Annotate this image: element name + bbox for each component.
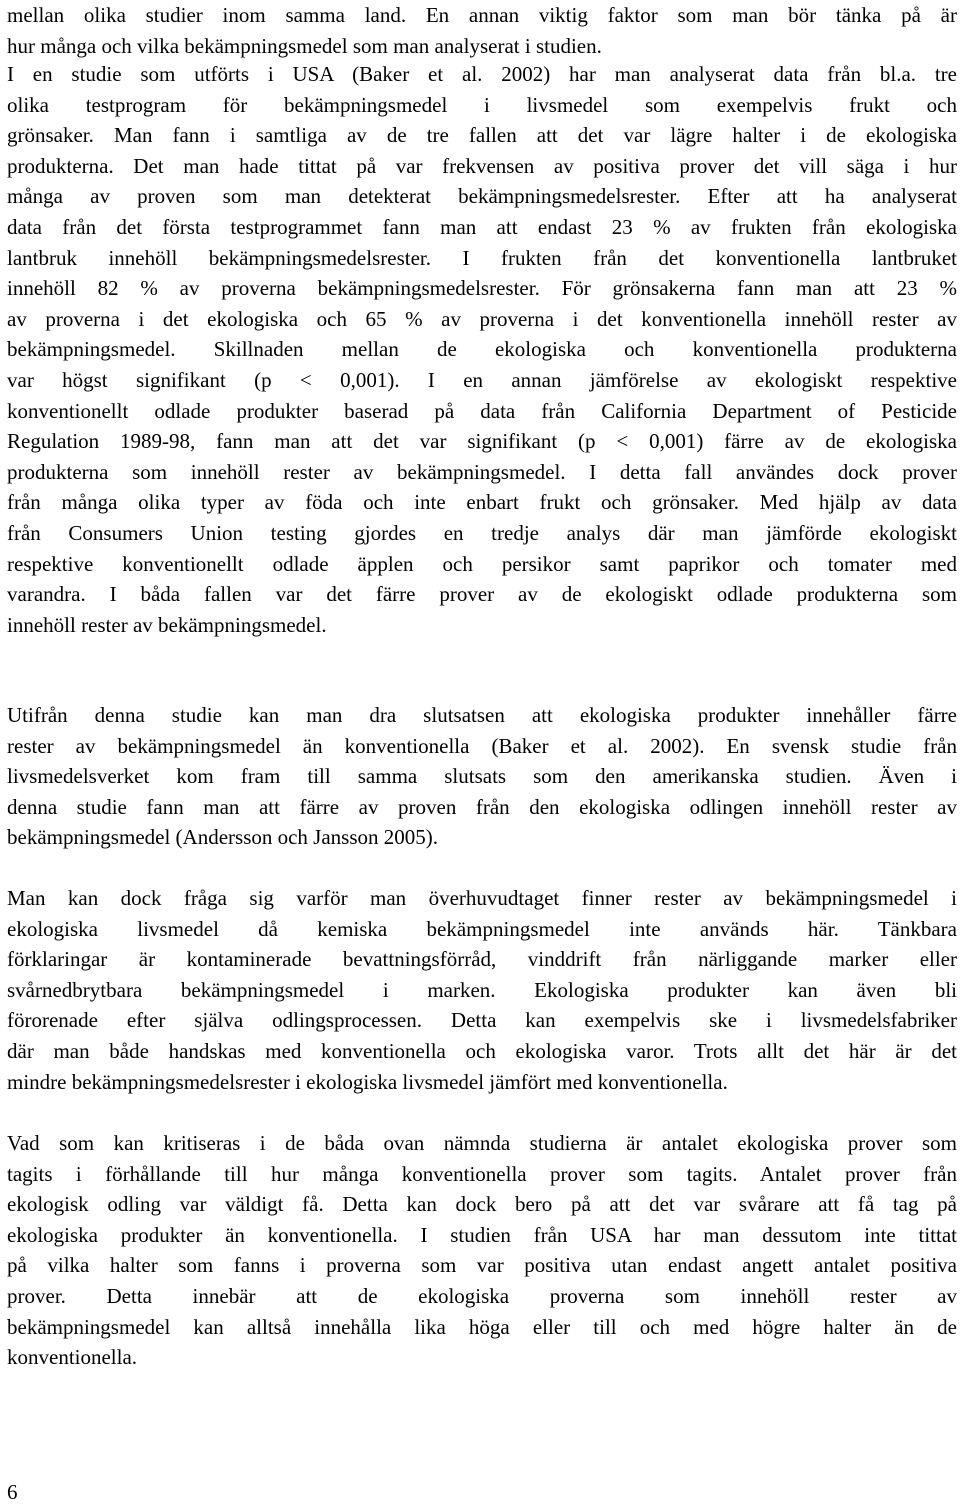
text-line: var högst signifikant (p < 0,001). I en annan jämförelse av ekologiskt respektive [7,367,957,392]
text-line: produkterna som innehöll rester av bekämpningsmedel. I detta fall användes dock prover [7,459,957,484]
text-line: prover. Detta innebär att de ekologiska proverna som innehöll rester av [7,1283,957,1308]
text-line: grönsaker. Man fann i samtliga av de tre fallen att det var lägre halter i de ekologiska [7,123,957,148]
text-line: rester av bekämpningsmedel än konventionella (Baker et al. 2002). En svensk studie från [7,733,957,758]
text-line: svårnedbrytbara bekämpningsmedel i marken. Ekologiska produkter kan även bli [7,977,957,1002]
text-line: olika testprogram för bekämpningsmedel i livsmedel som exempelvis frukt och [7,92,957,117]
text-line: hur många och vilka bekämpningsmedel som man analyserat i studien. [7,33,602,58]
text-line: ekologiska livsmedel då kemiska bekämpningsmedel inte används här. Tänkbara [7,916,957,941]
paragraph-5 [7,1128,957,1373]
text-line: Utifrån denna studie kan man dra slutsatsen att ekologiska produkter innehåller färre [7,703,957,727]
text-line: bekämpningsmedel kan alltså innehålla lika höga eller till och med högre halter än de [7,1314,957,1339]
text-line: ekologisk odling var väldigt få. Detta kan dock bero på att det var svårare att få tag på [7,1192,957,1217]
text-line: Regulation 1989-98, fann man att det var signifikant (p < 0,001) färre av de ekologiska [7,429,957,454]
text-line: varandra. I båda fallen var det färre prover av de ekologiskt odlade produkterna som [7,582,957,607]
text-line: produkterna. Det man hade tittat på var frekvensen av positiva prover det vill säga i hur [7,153,957,178]
text-line: förorenade efter själva odlingsprocessen. Detta kan exempelvis ske i livsmedelsfabriker [7,1008,957,1033]
page-number: 6 [7,1480,18,1504]
text-line: respektive konventionellt odlade äpplen och persikor samt paprikor och tomater med [7,551,957,576]
text-line: på vilka halter som fanns i proverna som var positiva utan endast angett antalet positiva [7,1253,957,1278]
text-line: bekämpningsmedel (Andersson och Jansson 2005). [7,825,439,850]
text-line: av proverna i det ekologiska och 65 % av proverna i det konventionella innehöll rester av [7,306,957,331]
text-line: innehöll 82 % av proverna bekämpningsmedelsrester. För grönsakerna fann man att 23 % [7,276,957,301]
text-line: innehöll rester av bekämpningsmedel. [7,612,327,637]
paragraph-3 [7,700,957,853]
text-line: konventionella. [7,1345,138,1370]
text-line: lantbruk innehöll bekämpningsmedelsrester. I frukten från det konventionella lantbruket [7,245,957,270]
text-line: Vad som kan kritiseras i de båda ovan nämnda studierna är antalet ekologiska prover som [7,1131,957,1155]
paragraph-1 [7,0,957,61]
text-line: I en studie som utförts i USA (Baker et al. 2002) har man analyserat data från bl.a. tre [7,62,957,86]
text-line: från Consumers Union testing gjordes en tredje analys där man jämförde ekologiskt [7,520,957,545]
paragraph-2 [7,59,957,640]
text-line: från många olika typer av föda och inte enbart frukt och grönsaker. Med hjälp av data [7,490,957,515]
text-line: förklaringar är kontaminerade bevattningsförråd, vinddrift från närliggande marker eller [7,947,957,972]
text-line: tagits i förhållande till hur många konventionella prover som tagits. Antalet prover från [7,1161,957,1186]
text-line: livsmedelsverket kom fram till samma slutsats som den amerikanska studien. Även i [7,764,957,789]
text-line: ekologiska produkter än konventionella. I studien från USA har man dessutom inte tittat [7,1222,957,1247]
text-line: bekämpningsmedel. Skillnaden mellan de ekologiska och konventionella produkterna [7,337,957,362]
text-line: mellan olika studier inom samma land. En annan viktig faktor som man bör tänka på är [7,3,957,27]
text-line: där man både handskas med konventionella och ekologiska varor. Trots allt det här är det [7,1038,957,1063]
text-line: Man kan dock fråga sig varför man överhuvudtaget finner rester av bekämpningsmedel i [7,886,957,910]
text-line: denna studie fann man att färre av proven från den ekologiska odlingen innehöll rester av [7,794,957,819]
text-line: mindre bekämpningsmedelsrester i ekologiska livsmedel jämfört med konventionella. [7,1069,728,1094]
paragraph-4 [7,883,957,1097]
text-line: många av proven som man detekterat bekämpningsmedelsrester. Efter att ha analyserat [7,184,957,209]
text-line: data från det första testprogrammet fann man att endast 23 % av frukten från ekologiska [7,214,957,239]
text-line: konventionellt odlade produkter baserad på data från California Department of Pesticide [7,398,957,423]
